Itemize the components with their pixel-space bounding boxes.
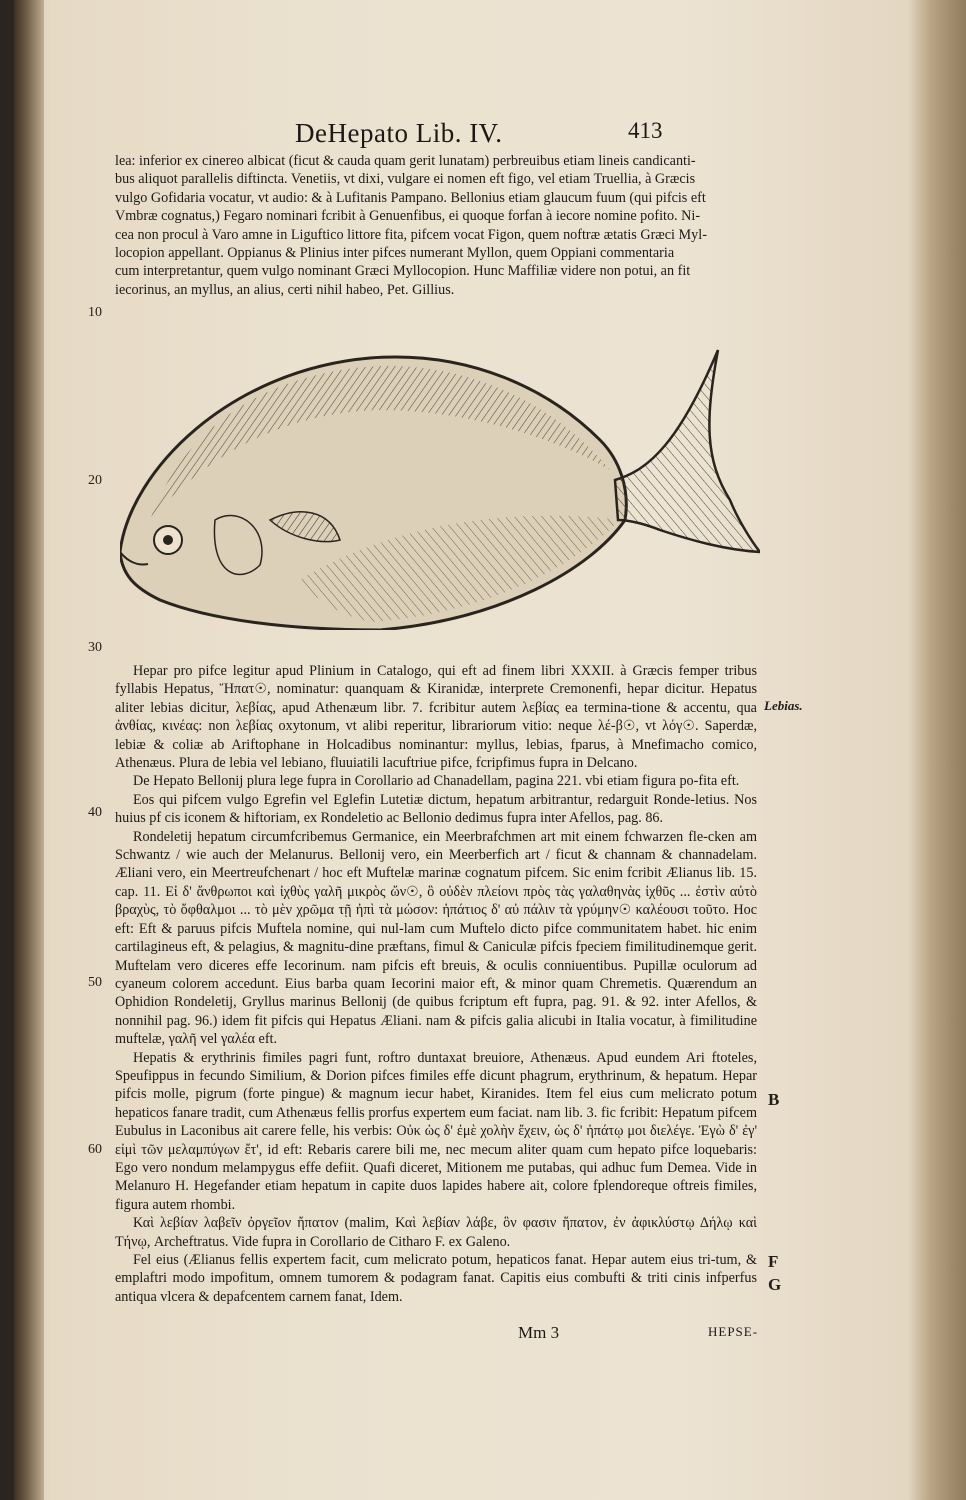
margin-line-number: 40: [88, 805, 102, 820]
top-paragraph: [115, 152, 757, 299]
text-line: iecorinus, an myllus, an alius, certi nihil habeo, Pet. Gillius.: [115, 281, 455, 298]
margin-note-lebias: Lebias.: [764, 698, 803, 713]
margin-letter-b: B: [768, 1090, 780, 1109]
catchword: HEPSE-: [708, 1324, 759, 1339]
text-line: cum interpretantur, quem vulgo nominant Græci Myllocopion. Hunc Maffiliæ videre non potui, an fit: [115, 263, 691, 280]
main-text-body: [115, 662, 757, 1306]
paragraph: Eos qui pifcem vulgo Egrefin vel Eglefin Lutetiæ dictum, hepatum arbitrantur, redarguit Ronde-letius. Nos huius pf cis iconem & hiftoriam, ex Rondeletio ac Bellonio dedimus fupra inter Afellos, pag. 86.: [115, 791, 757, 827]
running-header: DeHepato Lib. IV.: [295, 118, 503, 148]
fish-woodcut-illustration: [120, 330, 760, 630]
text-line: vulgo Gofidaria vocatur, vt audio: & à Lufitanis Pampano. Bellonius etiam glaucum fuum (qui pifcis eft: [115, 189, 706, 206]
margin-line-number: 10: [88, 305, 102, 320]
page-number: 413: [628, 118, 663, 143]
margin-line-number: 60: [88, 1142, 102, 1157]
paragraph: Καὶ λεβίαν λαβεῖν ὀργεῖον ἤπατον (malim, Καὶ λεβίαν λάβε, ὃν φασιν ἥπατον, ἐν ἀφικλύστῳ Δήλῳ καὶ Τήνῳ, Archeftratus. Vide fupra in Corollario de Citharo F. ex Galeno.: [115, 1215, 757, 1250]
page-edge: [908, 0, 966, 1500]
paragraph: Hepatis & erythrinis fimiles pagri funt, roftro duntaxat breuiore, Athenæus. Apud eundem Ari ftoteles, Speufippus in fecundo Similium, & Dorion pifces fimiles effe dicunt phagrum, erythrinum, & hepatum. Hepar pifcis molle, pigrum (forte pingue) & magnum iecur habet, Kiranides. Item fel eius cum melicrato potum hepaticos fanare tradit, cum Athenæus fellis prorfus expertem eum faciat. nam lib. 3. fic fcribit: Hepatum pifcem Eubulus in Laconibus ait carere felle, his verbis: Οὐκ ὡς δ' ἐμὲ χολὴν ἔχειν, ὡς δ' ἡπάτῳ μοι διελέγε. Ἐγὼ δ' ἐγ' εἰμὶ τῶν μελαμπύγων ἔτ', id eft: Rebaris carere bili me, nec mecum aliter quam cum hepato pifce loquebaris: Ego vero nondum melampygus effe defiit. Quafi diceret, Mitionem me putabas, qui adhuc fum Demea. Vide in Melanuro H. Hegefander etiam hepatum in capite duos lapides habere ait, colore fplendoreque oftreis fimiles, figura autem rhombi.: [115, 1049, 757, 1213]
signature-mark: Mm 3: [518, 1323, 560, 1342]
text-line: bus aliquot parallelis diftincta. Venetiis, vt dixi, vulgare ei nomen eft figo, vel etiam Truellia, à Græcis: [115, 171, 696, 188]
text-line: locopion appellant. Oppianus & Plinius inter pifces numerant Myllon, quem Oppiani commentaria: [115, 245, 675, 262]
margin-letter-g: G: [768, 1275, 782, 1294]
margin-letter-f: F: [768, 1252, 779, 1271]
paragraph: Fel eius (Ælianus fellis expertem facit, cum melicrato potum, hepaticos fanat. Hepar autem eius tri-tum, & emplaftri modo impofitum, omnem tumorem & podagram fanat. Capitis eius combufti & triti cinis infperfus antiqua vlcera & depafcentem carnem fanat, Idem.: [115, 1252, 757, 1305]
margin-line-number: 20: [88, 473, 102, 488]
paragraph: Hepar pro pifce legitur apud Plinium in Catalogo, qui eft ad finem libri XXXII. à Græcis femper tribus fyllabis Hepatus, Ἥπατ☉, nominatur: quanquam & Kiranidæ, interprete Cremonenfi, hepar dicitur. Hepatus aliter lebias dicitur, λεβίας, apud Athenæum libr. 7. fcribitur autem λεβίας ea termina-tione & accentu, qua ἀνθίας, κινέας: non λεβίας oxytonum, vt alibi reperitur, librariorum vitio: neque λέ-β☉, vt λόγ☉. Saperdæ, lebiæ & coliæ ab Ariftophane in Holcadibus nominantur: myllus, lebias, fparus, à Mnefimacho comico, Athenæus. Plura de lebia vel lebiano, fluuiatili lacuftriue pifce, fcripfimus fupra in Delcano.: [115, 663, 757, 772]
text-line: cea non procul à Varo amne in Liguftico littore fita, pifcem vocat Figon, quem noftræ ætatis Græci Myl-: [115, 226, 707, 243]
binding-gutter: [14, 0, 44, 1500]
paragraph: Rondeletij hepatum circumfcribemus Germanice, ein Meerbrafchmen art mit einem fchwarzen fle-cken am Schwantz / wie auch der Melanurus. Bellonij vero, ein Meerberfich art / ficut & channam & channadelam. Æliani vero, ein Meertreufchenart / hoc eft Muftelæ marinæ cognatum pifcem. Sic enim fcribit Ælianus lib. 15. cap. 11. Εἰ δ' ἄνθρωποι καὶ ἰχθὺς γαλῆ μικρὸς ὤν☉, ὃ οὐδὲν πλείονι πρὸς τὰς γαλαθηνὰς ἰχθῦς ... ἐστὶν αὐτὸ βραχὺς, τὸ ὄφθαλμοι ... τὸ μὲν χρῶμα τῇ ἠπὶ τὰ μώσον: ἡπάτιος δ' αὐ πάλιν τὰ γρύμην☉ καλέουσι τοῦτο. Hoc eft: Eft & paruus pifcis Muftela nomine, qui nul-lam cum Muftelo dicto pifce communitatem habet. hic enim cartilagineus eft, & pelagius, & magnitu-dine præftans, fimul & Caniculæ pifcis fpeciem fimilitudinemque gerit. Muftelam vero diceres effe Iecorinum. nam pifcis eft breuis, & oculis conniuentibus. Pupillæ oculorum ad cyaneum colorem accedunt. Eius barba quam Iecorini maior eft, & minor quam Chremetis. Quærendum an Ophidion Rondeletij, Gryllus marinus Bellonij (de quibus fcriptum eft fupra, pag. 91. & 92. inter Afellos, & nonnihil pag. 96.) idem fit pifcis qui Hepatus Æliani. nam & pifcis galia alicubi in Italia vocatur, à fimilitudine muftelæ, γαλῆ vel γαλέα eft.: [115, 828, 757, 1048]
text-line: lea: inferior ex cinereo albicat (ficut & cauda quam gerit lunatam) perbreuibus etiam lineis candicanti-: [115, 153, 696, 169]
paragraph: De Hepato Bellonij plura lege fupra in Corollario ad Chanadellam, pagina 221. vbi etiam figura po-fita eft.: [133, 773, 740, 790]
text-line: Vmbræ cognatus,) Fegaro nominari fcribit à Genuenfibus, ei quoque forfan à iecore nomine pofito. Ni-: [115, 208, 701, 225]
margin-line-number: 50: [88, 975, 102, 990]
margin-line-number: 30: [88, 640, 102, 655]
